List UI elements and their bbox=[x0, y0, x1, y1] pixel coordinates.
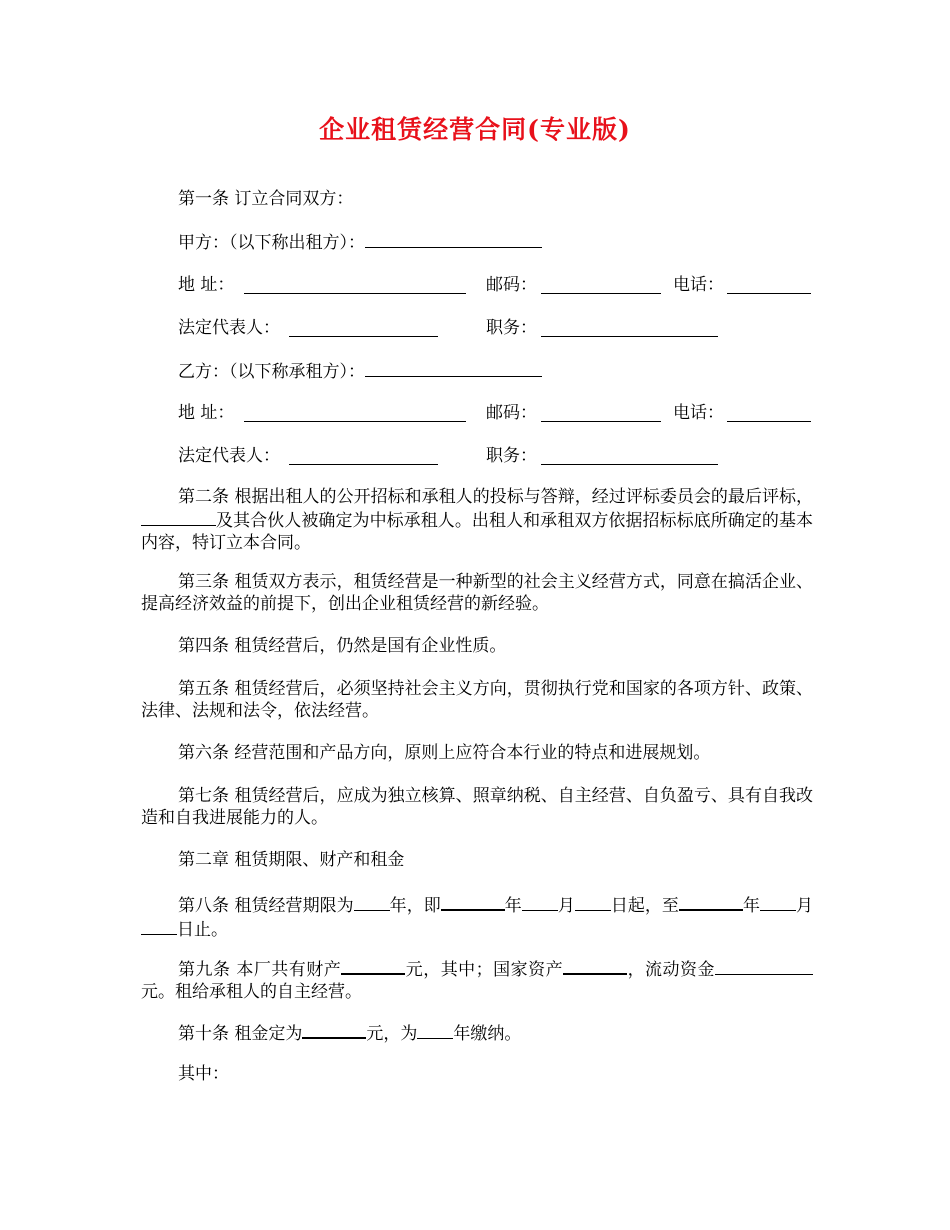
article-8-start-day-blank[interactable] bbox=[575, 893, 611, 911]
article-10-text-1: 第十条 租金定为 bbox=[178, 1024, 303, 1044]
party-a-row bbox=[178, 230, 542, 255]
party-a-address-blank[interactable] bbox=[244, 276, 466, 294]
article-3: 第三条 租赁双方表示，租赁经营是一种新型的社会主义经营方式，同意在搞活企业、提高经济效益的前提下，创出企业租赁经营的新经验。 bbox=[141, 572, 813, 614]
article-8-years-blank[interactable] bbox=[354, 893, 390, 911]
article-9 bbox=[141, 956, 813, 1003]
article-9-text-4: 元。租给承租人的自主经营。 bbox=[141, 982, 362, 1002]
article-4: 第四条 租赁经营后，仍然是国有企业性质。 bbox=[178, 636, 507, 656]
article-5: 第五条 租赁经营后，必须坚持社会主义方向，贯彻执行党和国家的各项方针、政策、法律、法规和法令，依法经营。 bbox=[141, 679, 813, 721]
party-a-phone-blank[interactable] bbox=[727, 276, 811, 294]
party-a-postcode-label: 邮码： bbox=[486, 275, 537, 295]
chapter-2-heading: 第二章 租赁期限、财产和租金 bbox=[178, 850, 405, 870]
party-b-row bbox=[178, 359, 542, 384]
article-2 bbox=[141, 486, 813, 554]
article-8 bbox=[141, 892, 813, 941]
article-10-text-2: 元，为 bbox=[366, 1024, 418, 1044]
article-9-text-1: 第九条 本厂共有财产 bbox=[178, 960, 342, 980]
article-9-working-capital-blank[interactable] bbox=[715, 957, 813, 975]
article-8-text-7: 月 bbox=[796, 896, 814, 916]
article-8-text-8: 日止。 bbox=[177, 920, 228, 940]
party-a-blank[interactable] bbox=[365, 230, 542, 248]
party-b-rep-blank[interactable] bbox=[289, 447, 438, 465]
article-9-total-assets-blank[interactable] bbox=[341, 956, 405, 975]
article-7: 第七条 租赁经营后，应成为独立核算、照章纳税、自主经营、自负盈亏、具有自我改造和自我进展能力的人。 bbox=[141, 786, 813, 828]
article-10-rent-blank[interactable] bbox=[302, 1020, 366, 1039]
article-9-text-2: 元，其中；国家资产 bbox=[405, 960, 564, 980]
party-b-address-blank[interactable] bbox=[244, 404, 466, 422]
article-2-part1: 第二条 根据出租人的公开招标和承租人的投标与答辩，经过评标委员会的最后评标， bbox=[178, 487, 813, 507]
party-b-position-blank[interactable] bbox=[541, 447, 718, 465]
article-8-end-day-blank[interactable] bbox=[141, 917, 177, 935]
article-8-end-year-blank[interactable] bbox=[679, 892, 743, 911]
article-8-text-5: 日起，至 bbox=[610, 896, 679, 916]
party-a-position-blank[interactable] bbox=[541, 319, 718, 337]
article-9-state-assets-blank[interactable] bbox=[563, 956, 627, 975]
article-2-part2: 及其合伙人被确定为中标承租人。出租人和承租双方依据招标标底所确定的基本内容，特订立本合同。 bbox=[141, 511, 813, 553]
party-b-position-label: 职务： bbox=[486, 446, 537, 466]
article-6: 第六条 经营范围和产品方向，原则上应符合本行业的特点和进展规划。 bbox=[178, 743, 711, 763]
party-b-postcode-label: 邮码： bbox=[486, 403, 537, 423]
qizhong-label: 其中： bbox=[178, 1064, 229, 1084]
article-2-blank[interactable] bbox=[141, 508, 216, 526]
party-b-phone-blank[interactable] bbox=[727, 404, 811, 422]
party-a-label: 甲方：（以下称出租方）： bbox=[178, 233, 365, 253]
document-title: 企业租赁经营合同(专业版) bbox=[319, 115, 631, 144]
article-8-text-1: 第八条 租赁经营期限为 bbox=[178, 896, 354, 916]
party-a-position-label: 职务： bbox=[486, 318, 537, 338]
party-b-label: 乙方：（以下称承租方）： bbox=[178, 362, 365, 382]
party-b-phone-label: 电话： bbox=[673, 403, 724, 423]
article-8-text-3: 年 bbox=[504, 896, 522, 916]
party-a-postcode-blank[interactable] bbox=[541, 276, 661, 294]
article-10-text-3: 年缴纳。 bbox=[453, 1024, 522, 1044]
party-b-blank[interactable] bbox=[365, 359, 542, 377]
article-8-text-2: 年，即 bbox=[389, 896, 441, 916]
party-a-rep-label: 法定代表人： bbox=[178, 318, 280, 338]
article-8-text-6: 年 bbox=[742, 896, 761, 916]
party-b-postcode-blank[interactable] bbox=[541, 404, 661, 422]
article-9-text-3: ，流动资金 bbox=[627, 960, 715, 980]
party-a-address-label: 地 址： bbox=[178, 275, 235, 295]
article-8-start-year-blank[interactable] bbox=[441, 892, 505, 911]
article-8-end-month-blank[interactable] bbox=[760, 893, 796, 911]
article-10 bbox=[141, 1020, 813, 1045]
party-a-phone-label: 电话： bbox=[673, 275, 724, 295]
party-b-rep-label: 法定代表人： bbox=[178, 446, 280, 466]
article-1: 第一条 订立合同双方： bbox=[178, 189, 354, 209]
article-8-text-4: 月 bbox=[557, 896, 575, 916]
article-8-start-month-blank[interactable] bbox=[522, 893, 558, 911]
article-10-period-blank[interactable] bbox=[417, 1021, 453, 1039]
party-a-rep-blank[interactable] bbox=[289, 319, 438, 337]
party-b-address-label: 地 址： bbox=[178, 403, 235, 423]
